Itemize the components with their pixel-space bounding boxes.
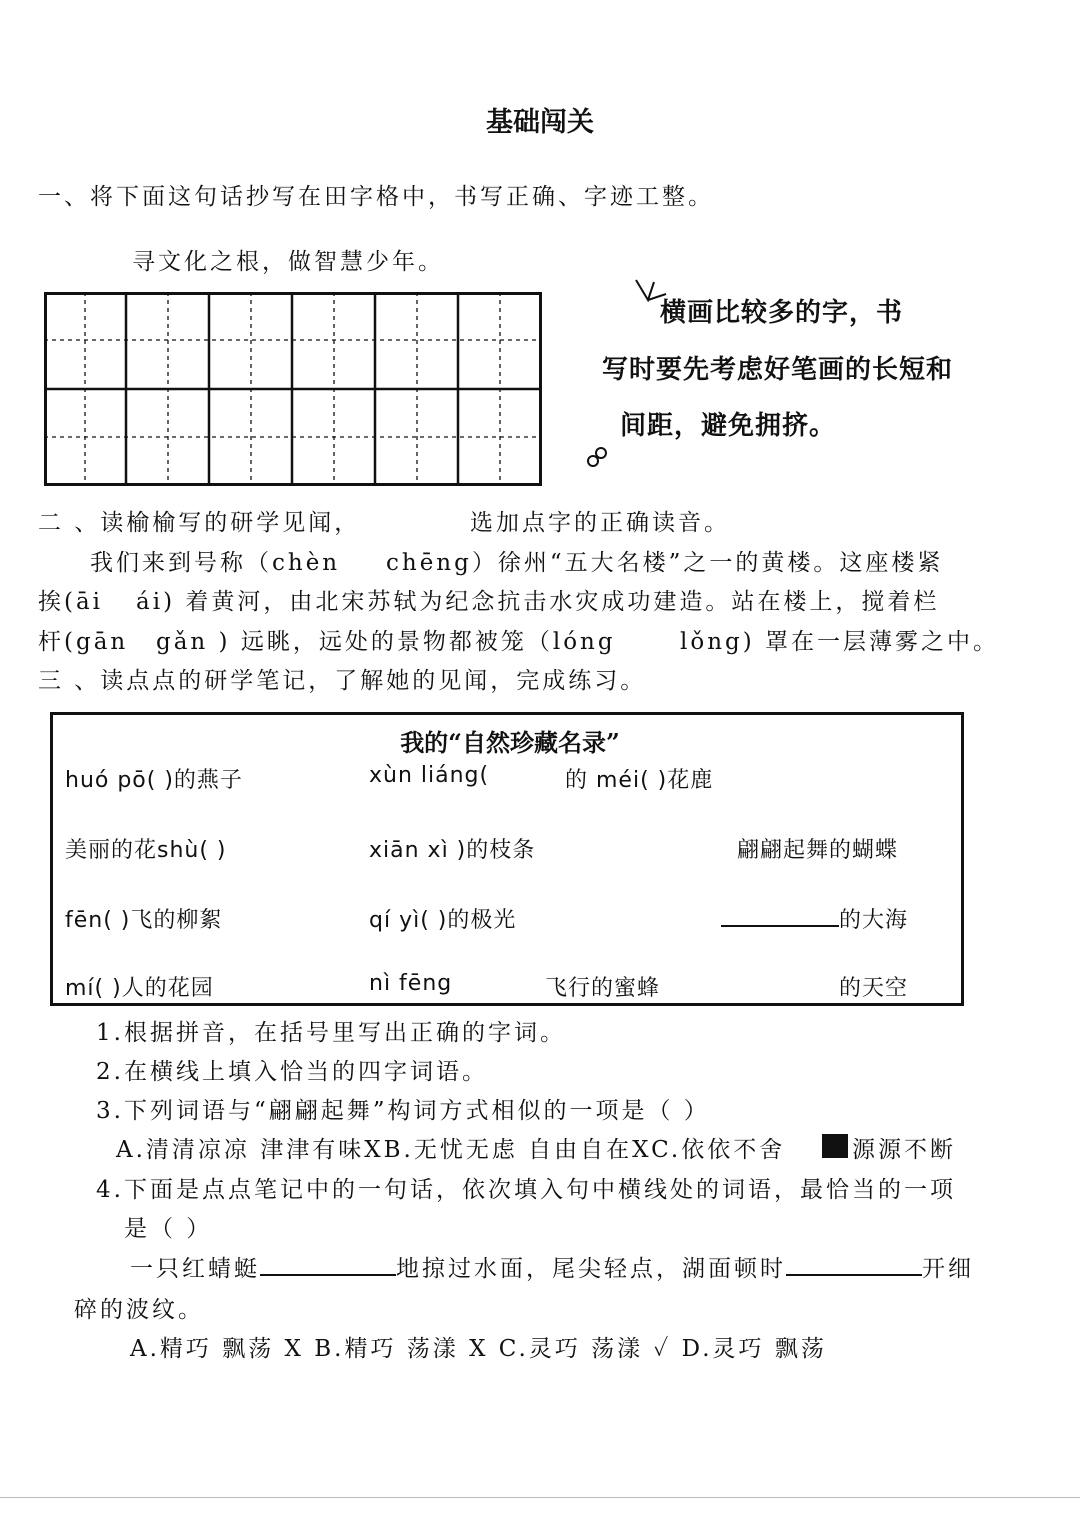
- r4c2a: nì fēng: [369, 971, 453, 996]
- r3c3-field[interactable]: [721, 903, 908, 934]
- q2-line3-c: lǒng) 罩在一层薄雾之中。: [680, 629, 1000, 655]
- task-2: 2.在横线上填入恰当的四字词语。: [96, 1059, 488, 1085]
- tianzige-grid-svg: [44, 292, 542, 486]
- q1-sentence: 寻文化之根，做智慧少年。: [132, 249, 444, 275]
- blank-line: [721, 905, 839, 927]
- box-title: 我的“自然珍藏名录”: [400, 728, 620, 757]
- q3-instruction: 三 、读点点的研学笔记，了解她的见闻，完成练习。: [38, 668, 647, 694]
- r4c3: 的天空: [839, 976, 909, 1001]
- r4c1: mí( )人的花园: [65, 976, 214, 1001]
- nature-collection-box: [50, 712, 964, 1006]
- r2c2: xiān xì )的枝条: [369, 838, 536, 863]
- task-4-a: 4.下面是点点笔记中的一句话，依次填入句中横线处的词语，最恰当的一项: [96, 1177, 956, 1203]
- q2-line1-b: chēng）徐州“五大名楼”之一的黄楼。这座楼紧: [386, 550, 944, 576]
- sentence-part-3: 开细: [922, 1256, 974, 1282]
- tip-line-1: 横画比较多的字，书: [660, 298, 904, 328]
- task-1: 1.根据拼音，在括号里写出正确的字词。: [96, 1020, 566, 1046]
- q1-instruction: 一、将下面这句话抄写在田字格中，书写正确、字迹工整。: [38, 184, 714, 210]
- q2-instruction-b: 选加点字的正确读音。: [470, 510, 730, 536]
- task-3-options-b: 源源不断: [852, 1137, 956, 1163]
- r3c2: qí yì( )的极光: [369, 908, 517, 933]
- loop-mark-icon: [584, 440, 612, 470]
- r1c1: huó pō( )的燕子: [65, 768, 243, 793]
- tip-line-3: 间距，避免拥挤。: [620, 411, 837, 441]
- r4c2b: 飞行的蜜蜂: [545, 976, 661, 1001]
- q2-line3-a: 杆(gān: [38, 629, 129, 655]
- page-bottom-rule: [0, 1497, 1080, 1498]
- q2-instruction-a: 二 、读榆榆写的研学见闻，: [38, 510, 361, 536]
- r2c1: 美丽的花shù( ): [65, 838, 227, 863]
- q2-line2-b: ái) 着黄河，由北宋苏轼为纪念抗击水灾成功建造。站在楼上，搅着栏: [136, 589, 940, 615]
- r2c3: 翩翩起舞的蝴蝶: [737, 838, 899, 863]
- q2-line2-a: 挨(āi: [38, 589, 104, 615]
- task-3-options: A.清清凉凉 津津有味XB.无忧无虑 自由自在XC.依依不舍: [116, 1137, 786, 1163]
- q2-line3-b: gǎn ) 远眺，远处的景物都被笼（lóng: [156, 629, 616, 655]
- blank-line-1: [260, 1254, 396, 1276]
- task-4-b: 是（ ）: [124, 1216, 213, 1242]
- tip-line-2: 写时要先考虑好笔画的长短和: [602, 355, 954, 385]
- q2-line1-a: 我们来到号称（chèn: [90, 550, 341, 576]
- r1c2b: 的 méi( )花鹿: [565, 768, 714, 793]
- task-3: 3.下列词语与“翩翩起舞”构词方式相似的一项是（ ）: [96, 1098, 710, 1124]
- ink-blot: [822, 1134, 848, 1158]
- task-4-sentence-end: 碎的波纹。: [74, 1297, 204, 1323]
- sentence-part-2: 地掠过水面，尾尖轻点，湖面顿时: [396, 1256, 786, 1282]
- r3c3: 的大海: [839, 908, 909, 933]
- page-title: 基础闯关: [486, 107, 594, 138]
- r3c1: fēn( )飞的柳絮: [65, 908, 223, 933]
- tianzige-grid[interactable]: [44, 292, 542, 486]
- blank-line-2: [786, 1254, 922, 1276]
- task-4-sentence[interactable]: [130, 1250, 974, 1283]
- r1c2a: xùn liáng(: [369, 763, 490, 788]
- sentence-part-1: 一只红蜻蜓: [130, 1256, 260, 1282]
- task-4-options: A.精巧 飘荡 X B.精巧 荡漾 X C.灵巧 荡漾 ✓ D.灵巧 飘荡: [130, 1336, 827, 1362]
